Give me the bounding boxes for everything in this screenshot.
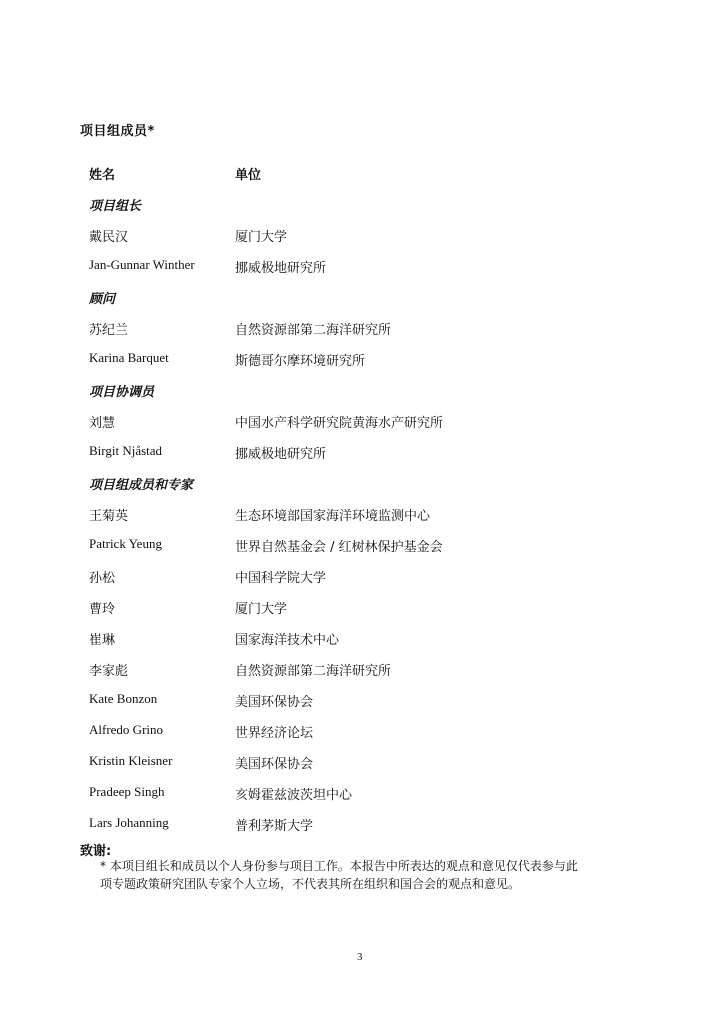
member-affiliation: 美国环保协会 xyxy=(235,695,314,710)
member-name: Jan-Gunnar Winther xyxy=(89,257,195,272)
group-row xyxy=(89,288,649,319)
member-affiliation: 中国水产科学研究院黄海水产研究所 xyxy=(235,416,444,431)
member-affiliation: 自然资源部第二海洋研究所 xyxy=(235,323,392,338)
member-row xyxy=(89,753,649,784)
group-label: 项目组成员和专家 xyxy=(89,478,194,493)
group-row xyxy=(89,381,649,412)
member-name: Karina Barquet xyxy=(89,350,169,365)
member-row xyxy=(89,319,649,350)
member-row xyxy=(89,505,649,536)
column-header-name: 姓名 xyxy=(89,168,116,183)
acknowledgement-title: 致谢: xyxy=(80,844,112,859)
member-row xyxy=(89,660,649,691)
section-title: 项目组成员* xyxy=(80,124,155,139)
member-name: Birgit Njåstad xyxy=(89,443,163,458)
member-name: Alfredo Grino xyxy=(89,722,164,737)
member-name: 王菊英 xyxy=(89,509,129,524)
acknowledgement-text xyxy=(100,857,640,893)
member-name: 苏纪兰 xyxy=(89,323,129,338)
group-label: 顾问 xyxy=(89,292,116,307)
member-row xyxy=(89,536,649,567)
member-affiliation: 挪威极地研究所 xyxy=(235,261,327,276)
member-affiliation: 挪威极地研究所 xyxy=(235,447,327,462)
member-name: 崔琳 xyxy=(89,633,116,648)
member-affiliation: 普利茅斯大学 xyxy=(235,819,314,834)
member-row xyxy=(89,691,649,722)
member-name: 戴民汉 xyxy=(89,230,129,245)
acknowledgement-line: 项专题政策研究团队专家个人立场，不代表其所在组织和国合会的观点和意见。 xyxy=(100,877,521,891)
member-row xyxy=(89,226,649,257)
member-affiliation: 自然资源部第二海洋研究所 xyxy=(235,664,392,679)
member-name: Lars Johanning xyxy=(89,815,169,830)
member-affiliation: 生态环境部国家海洋环境监测中心 xyxy=(235,509,431,524)
group-label: 项目组长 xyxy=(89,199,142,214)
page-number: 3 xyxy=(357,951,363,963)
member-affiliation: 世界经济论坛 xyxy=(235,726,314,741)
member-row xyxy=(89,722,649,753)
member-name: 刘慧 xyxy=(89,416,116,431)
member-affiliation: 国家海洋技术中心 xyxy=(235,633,340,648)
member-name: Kristin Kleisner xyxy=(89,753,173,768)
group-label: 项目协调员 xyxy=(89,385,155,400)
group-row xyxy=(89,474,649,505)
member-affiliation: 世界自然基金会 / 红树林保护基金会 xyxy=(235,540,443,555)
member-affiliation: 亥姆霍兹波茨坦中心 xyxy=(235,788,353,803)
member-affiliation: 斯德哥尔摩环境研究所 xyxy=(235,354,366,369)
member-row xyxy=(89,815,649,846)
member-row xyxy=(89,598,649,629)
member-row xyxy=(89,257,649,288)
member-roster xyxy=(89,195,649,846)
member-row xyxy=(89,412,649,443)
member-name: 曹玲 xyxy=(89,602,116,617)
member-affiliation: 厦门大学 xyxy=(235,602,288,617)
group-row xyxy=(89,195,649,226)
member-name: 李家彪 xyxy=(89,664,129,679)
member-row xyxy=(89,629,649,660)
member-name: Kate Bonzon xyxy=(89,691,158,706)
member-row xyxy=(89,784,649,815)
member-affiliation: 美国环保协会 xyxy=(235,757,314,772)
member-affiliation: 厦门大学 xyxy=(235,230,288,245)
member-row xyxy=(89,567,649,598)
member-name: 孙松 xyxy=(89,571,116,586)
member-row xyxy=(89,350,649,381)
column-header-unit: 单位 xyxy=(235,168,262,183)
member-name: Pradeep Singh xyxy=(89,784,165,799)
member-name: Patrick Yeung xyxy=(89,536,162,551)
member-row xyxy=(89,443,649,474)
member-affiliation: 中国科学院大学 xyxy=(235,571,327,586)
acknowledgement-line: * 本项目组长和成员以个人身份参与项目工作。本报告中所表达的观点和意见仅代表参与此 xyxy=(100,859,578,873)
